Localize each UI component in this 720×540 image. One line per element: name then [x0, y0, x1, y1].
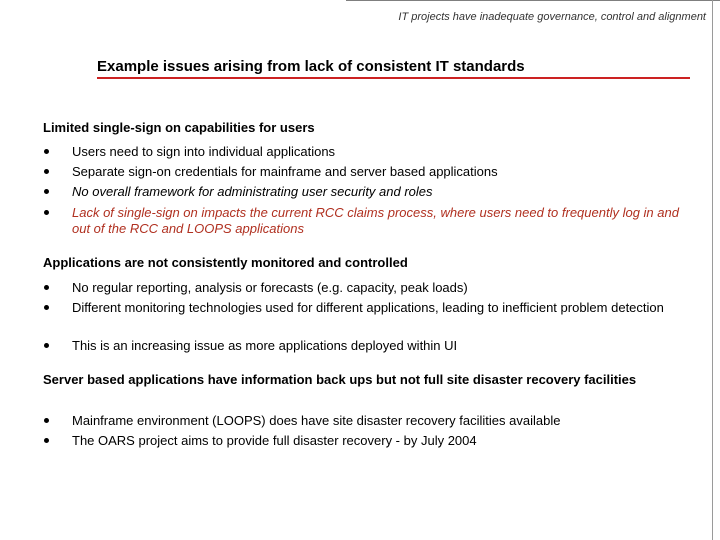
section-heading-single-sign-on: Limited single-sign on capabilities for users: [43, 120, 315, 135]
list-item-text: Mainframe environment (LOOPS) does have site disaster recovery facilities available: [72, 413, 561, 428]
list-item-text: This is an increasing issue as more applications deployed within UI: [72, 338, 458, 353]
bullet-dot-icon: [44, 343, 49, 348]
header-caption: IT projects have inadequate governance, control and alignment: [398, 11, 706, 23]
list-item-text: Users need to sign into individual applications: [72, 144, 336, 159]
bullet-dot-icon: [44, 305, 49, 310]
bullet-dot-icon: [44, 149, 49, 154]
list-item-text: The OARS project aims to provide full disaster recovery - by July 2004: [72, 433, 477, 448]
bullet-dot-icon: [44, 189, 49, 194]
list-item-text: Separate sign-on credentials for mainframe and server based applications: [72, 164, 498, 179]
list-item-text: Lack of single-sign on impacts the current RCC claims process, where users need to frequently log in and out of the RCC and LOOPS applications: [72, 205, 679, 236]
slide-title: Example issues arising from lack of consistent IT standards: [97, 58, 525, 75]
header-top-line: [346, 0, 720, 1]
right-edge-rule: [712, 0, 713, 540]
bullet-dot-icon: [44, 438, 49, 443]
section-heading-disaster-recovery: Server based applications have information back ups but not full site disaster recovery facilities: [43, 372, 637, 387]
bullet-dot-icon: [44, 418, 49, 423]
bullet-dot-icon: [44, 210, 49, 215]
list-item-text: No regular reporting, analysis or forecasts (e.g. capacity, peak loads): [72, 280, 468, 295]
list-item-text: No overall framework for administrating user security and roles: [72, 184, 433, 199]
bullet-dot-icon: [44, 285, 49, 290]
title-underline: [97, 77, 690, 79]
list-item-text: Different monitoring technologies used for different applications, leading to inefficient problem detection: [72, 300, 664, 315]
bullet-dot-icon: [44, 169, 49, 174]
section-heading-monitoring: Applications are not consistently monitored and controlled: [43, 255, 408, 270]
